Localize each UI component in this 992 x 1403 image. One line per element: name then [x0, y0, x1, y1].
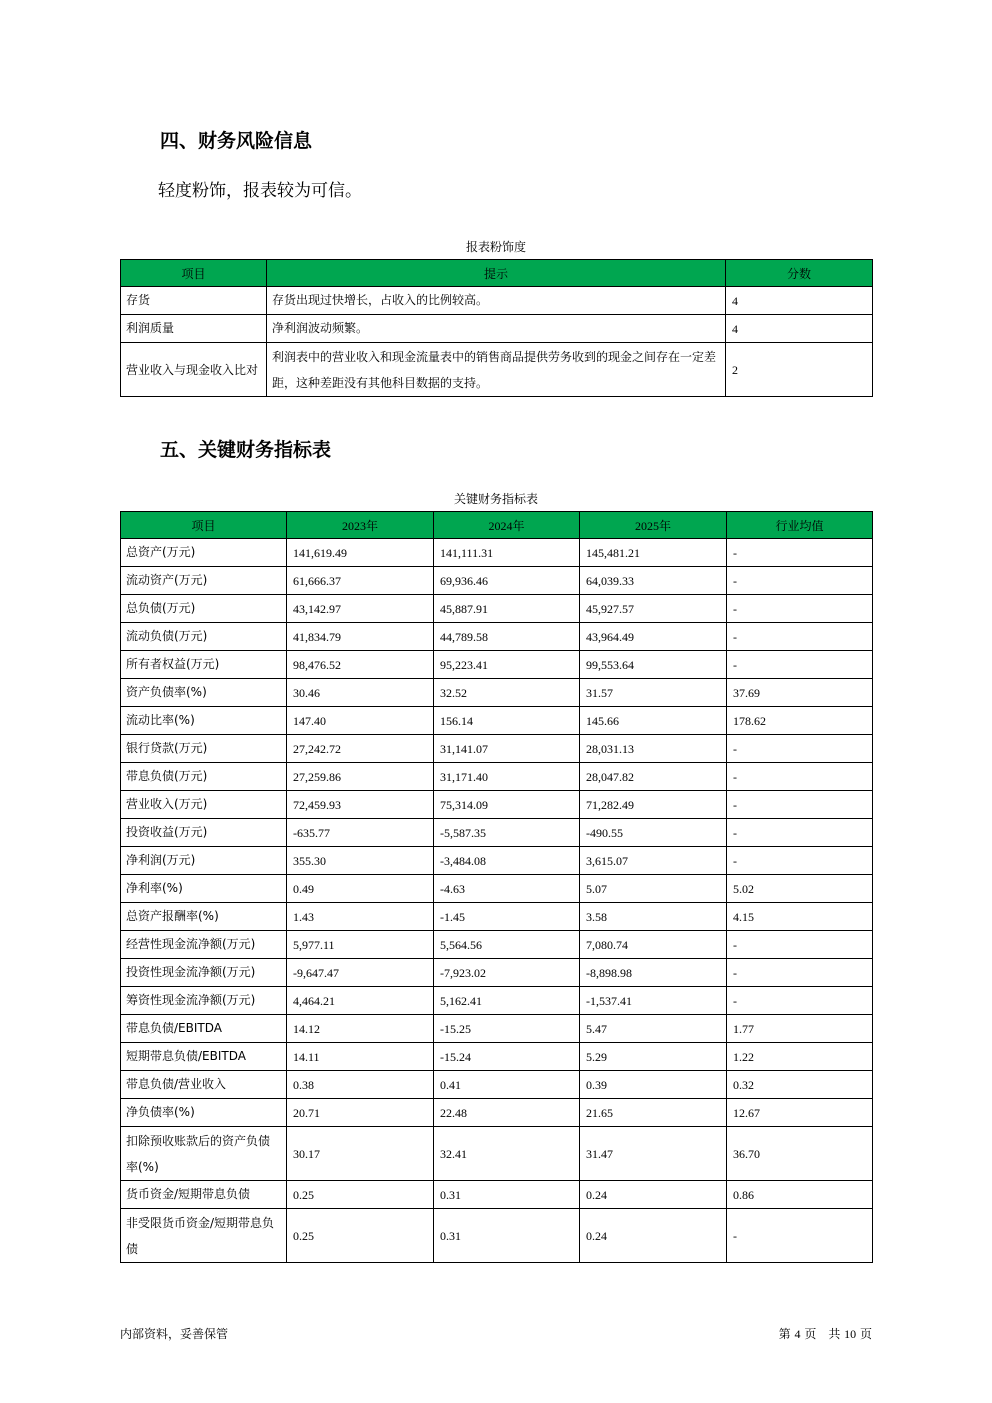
row-value: 1.22 [727, 1043, 873, 1071]
row-item: 净利率(%) [121, 875, 287, 903]
row-value: - [727, 763, 873, 791]
row-item: 营业收入(万元) [121, 791, 287, 819]
table-row [121, 1015, 873, 1043]
row-item: 净负债率(%) [121, 1099, 287, 1127]
row-score: 2 [726, 343, 873, 397]
row-score: 4 [726, 315, 873, 343]
row-value: - [727, 567, 873, 595]
table-row [121, 1209, 873, 1263]
row-value: -15.24 [434, 1043, 580, 1071]
row-value: 4,464.21 [287, 987, 434, 1015]
row-value: 31,141.07 [434, 735, 580, 763]
footer-page-number [779, 1325, 872, 1342]
table-row [121, 1043, 873, 1071]
row-item: 净利润(万元) [121, 847, 287, 875]
col-header-2024: 2024年 [434, 512, 580, 539]
section-4-title: 四、财务风险信息 [160, 130, 313, 152]
table-row [121, 287, 873, 315]
row-value: 5.29 [580, 1043, 727, 1071]
page-suffix: 页 [859, 1327, 872, 1341]
row-item: 流动比率(%) [121, 707, 287, 735]
row-value: - [727, 735, 873, 763]
row-value: 27,242.72 [287, 735, 434, 763]
row-value: 4.15 [727, 903, 873, 931]
row-value: 37.69 [727, 679, 873, 707]
row-value: 32.52 [434, 679, 580, 707]
col-header-industry-avg: 行业均值 [727, 512, 873, 539]
row-value: 1.43 [287, 903, 434, 931]
row-value: - [727, 595, 873, 623]
table-row [121, 315, 873, 343]
row-item: 总负债(万元) [121, 595, 287, 623]
row-value: 32.41 [434, 1127, 580, 1181]
table-row [121, 931, 873, 959]
row-value: 5,977.11 [287, 931, 434, 959]
row-value: 14.11 [287, 1043, 434, 1071]
row-item: 筹资性现金流净额(万元) [121, 987, 287, 1015]
row-value: 30.46 [287, 679, 434, 707]
row-value: 5,162.41 [434, 987, 580, 1015]
table-row [121, 679, 873, 707]
row-item: 投资性现金流净额(万元) [121, 959, 287, 987]
row-value: 31.47 [580, 1127, 727, 1181]
table-row [121, 651, 873, 679]
row-value: 0.38 [287, 1071, 434, 1099]
row-value: -1,537.41 [580, 987, 727, 1015]
row-value: 31.57 [580, 679, 727, 707]
section-5-title: 五、关键财务指标表 [160, 439, 332, 461]
col-header-2023: 2023年 [287, 512, 434, 539]
row-value: - [727, 623, 873, 651]
whitewash-table-header [121, 260, 873, 287]
row-value: 0.86 [727, 1181, 873, 1209]
indicator-table-caption: 关键财务指标表 [453, 492, 538, 506]
row-value: 178.62 [727, 707, 873, 735]
row-value: 69,936.46 [434, 567, 580, 595]
row-value: 75,314.09 [434, 791, 580, 819]
row-value: 145.66 [580, 707, 727, 735]
table-row [121, 875, 873, 903]
table-row [121, 1071, 873, 1099]
table-row [121, 763, 873, 791]
row-value: 0.31 [434, 1209, 580, 1263]
row-value: 30.17 [287, 1127, 434, 1181]
row-value: 0.24 [580, 1209, 727, 1263]
row-value: 147.40 [287, 707, 434, 735]
row-value: - [727, 791, 873, 819]
table-row [121, 343, 873, 397]
row-item: 扣除预收账款后的资产负债率(%) [121, 1127, 287, 1181]
row-value: 98,476.52 [287, 651, 434, 679]
table-row [121, 987, 873, 1015]
row-item: 总资产(万元) [121, 539, 287, 567]
table-row [121, 623, 873, 651]
row-item: 银行贷款(万元) [121, 735, 287, 763]
row-value: 0.25 [287, 1181, 434, 1209]
col-header-score: 分数 [726, 260, 873, 287]
row-value: 7,080.74 [580, 931, 727, 959]
row-value: 0.24 [580, 1181, 727, 1209]
row-value: 145,481.21 [580, 539, 727, 567]
indicator-table-body [121, 539, 873, 1263]
row-item: 流动负债(万元) [121, 623, 287, 651]
table-row [121, 1127, 873, 1181]
page-current: 4 [794, 1327, 801, 1341]
row-value: 0.49 [287, 875, 434, 903]
row-value: 0.39 [580, 1071, 727, 1099]
row-value: 5.47 [580, 1015, 727, 1043]
page-total: 10 [844, 1327, 857, 1341]
row-value: -3,484.08 [434, 847, 580, 875]
row-value: 156.14 [434, 707, 580, 735]
row-value: 31,171.40 [434, 763, 580, 791]
row-value: 95,223.41 [434, 651, 580, 679]
row-hint: 净利润波动频繁。 [267, 315, 726, 343]
row-value: 36.70 [727, 1127, 873, 1181]
row-item: 货币资金/短期带息负债 [121, 1181, 287, 1209]
row-hint: 利润表中的营业收入和现金流量表中的销售商品提供劳务收到的现金之间存在一定差距，这种差距没有其他科目数据的支持。 [267, 343, 726, 397]
table-row [121, 735, 873, 763]
row-value: 0.32 [727, 1071, 873, 1099]
row-value: 355.30 [287, 847, 434, 875]
row-value: 41,834.79 [287, 623, 434, 651]
row-item: 带息负债/营业收入 [121, 1071, 287, 1099]
row-hint: 存货出现过快增长，占收入的比例较高。 [267, 287, 726, 315]
row-item: 流动资产(万元) [121, 567, 287, 595]
table-row [121, 819, 873, 847]
row-item: 带息负债/EBITDA [121, 1015, 287, 1043]
row-item: 所有者权益(万元) [121, 651, 287, 679]
row-value: 5,564.56 [434, 931, 580, 959]
page-mid: 页 共 [804, 1327, 841, 1341]
row-value: -7,923.02 [434, 959, 580, 987]
row-item: 总资产报酬率(%) [121, 903, 287, 931]
row-score: 4 [726, 287, 873, 315]
row-value: 72,459.93 [287, 791, 434, 819]
row-value: -1.45 [434, 903, 580, 931]
row-value: 1.77 [727, 1015, 873, 1043]
row-value: 12.67 [727, 1099, 873, 1127]
table-row [121, 1181, 873, 1209]
section-4-summary: 轻度粉饰，报表较为可信。 [158, 181, 362, 201]
row-item: 营业收入与现金收入比对 [121, 343, 267, 397]
col-header-2025: 2025年 [580, 512, 727, 539]
row-value: 28,031.13 [580, 735, 727, 763]
row-value: 99,553.64 [580, 651, 727, 679]
table-row [121, 595, 873, 623]
table-row [121, 959, 873, 987]
row-value: -635.77 [287, 819, 434, 847]
row-value: 28,047.82 [580, 763, 727, 791]
row-value: 45,927.57 [580, 595, 727, 623]
whitewash-table [120, 259, 873, 397]
row-item: 短期带息负债/EBITDA [121, 1043, 287, 1071]
row-value: 45,887.91 [434, 595, 580, 623]
footer-confidential-note: 内部资料，妥善保管 [120, 1327, 229, 1341]
row-value: - [727, 819, 873, 847]
row-item: 利润质量 [121, 315, 267, 343]
row-item: 非受限货币资金/短期带息负债 [121, 1209, 287, 1263]
row-value: - [727, 959, 873, 987]
row-value: - [727, 1209, 873, 1263]
row-value: 43,964.49 [580, 623, 727, 651]
row-value: -9,647.47 [287, 959, 434, 987]
row-value: 3.58 [580, 903, 727, 931]
row-item: 资产负债率(%) [121, 679, 287, 707]
row-value: 5.02 [727, 875, 873, 903]
col-header-item: 项目 [121, 260, 267, 287]
table-row [121, 567, 873, 595]
row-value: 0.31 [434, 1181, 580, 1209]
table-row [121, 1099, 873, 1127]
row-value: -5,587.35 [434, 819, 580, 847]
page-prefix: 第 [778, 1327, 791, 1341]
row-value: 3,615.07 [580, 847, 727, 875]
row-value: 71,282.49 [580, 791, 727, 819]
table-row [121, 791, 873, 819]
row-value: 22.48 [434, 1099, 580, 1127]
row-item: 经营性现金流净额(万元) [121, 931, 287, 959]
row-value: 0.25 [287, 1209, 434, 1263]
row-value: - [727, 987, 873, 1015]
row-item: 存货 [121, 287, 267, 315]
row-value: 44,789.58 [434, 623, 580, 651]
table-row [121, 903, 873, 931]
row-item: 投资收益(万元) [121, 819, 287, 847]
row-value: 21.65 [580, 1099, 727, 1127]
whitewash-table-caption: 报表粉饰度 [465, 240, 526, 254]
table-row [121, 847, 873, 875]
row-value: - [727, 847, 873, 875]
row-value: - [727, 651, 873, 679]
row-value: 43,142.97 [287, 595, 434, 623]
row-value: - [727, 931, 873, 959]
table-row [121, 539, 873, 567]
table-row [121, 707, 873, 735]
row-value: -4.63 [434, 875, 580, 903]
row-value: 20.71 [287, 1099, 434, 1127]
col-header-hint: 提示 [267, 260, 726, 287]
indicator-table-header [121, 512, 873, 539]
row-value: -15.25 [434, 1015, 580, 1043]
row-value: 5.07 [580, 875, 727, 903]
row-value: - [727, 539, 873, 567]
row-value: -8,898.98 [580, 959, 727, 987]
row-value: 64,039.33 [580, 567, 727, 595]
row-value: 61,666.37 [287, 567, 434, 595]
col-header-item: 项目 [121, 512, 287, 539]
indicator-table [120, 511, 873, 1263]
row-value: 14.12 [287, 1015, 434, 1043]
row-value: 141,619.49 [287, 539, 434, 567]
row-value: 27,259.86 [287, 763, 434, 791]
row-value: 0.41 [434, 1071, 580, 1099]
row-item: 带息负债(万元) [121, 763, 287, 791]
row-value: 141,111.31 [434, 539, 580, 567]
row-value: -490.55 [580, 819, 727, 847]
